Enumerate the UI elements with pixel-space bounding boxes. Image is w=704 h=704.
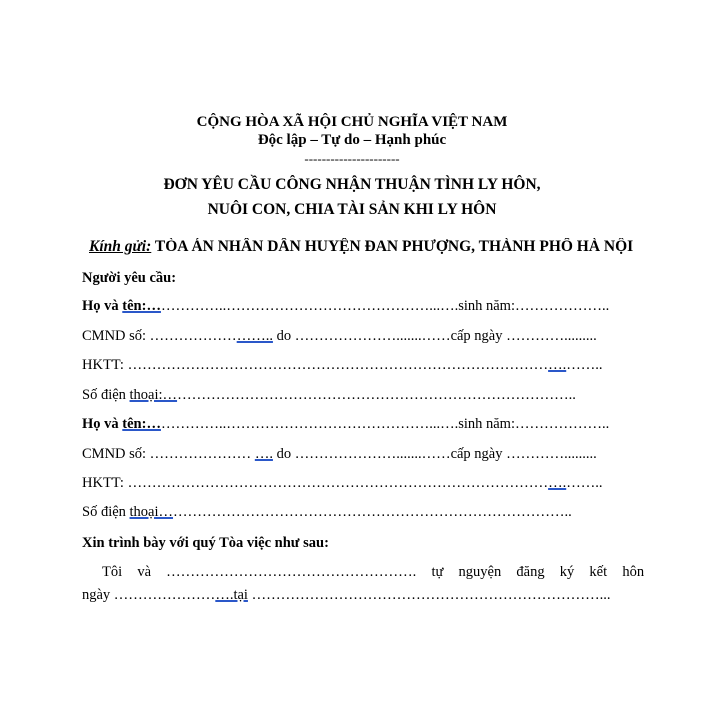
paragraph-line-2[interactable] xyxy=(82,587,644,604)
name-label: Họ và xyxy=(82,416,123,432)
motto: Độc lập – Tự do – Hạnh phúc xyxy=(257,132,447,148)
address-underlined: …. xyxy=(548,475,567,491)
document-title-line-1: ĐƠN YÊU CẦU CÔNG NHẬN THUẬN TÌNH LY HÔN, xyxy=(163,176,541,193)
phone-underlined: thoại:… xyxy=(129,387,178,403)
paragraph-word: kết xyxy=(589,564,608,580)
paragraph-dots: ……………………………………………. xyxy=(166,564,417,580)
paragraph-word: Tôi xyxy=(102,564,123,580)
phone-label: Số điện xyxy=(82,387,130,403)
address-underlined: …. xyxy=(548,357,567,373)
paragraph-word: và xyxy=(137,564,151,580)
recipient-value: TÒA ÁN NHÂN DÂN HUYỆN ĐAN PHƯỢNG, THÀNH PHỐ HÀ NỘI xyxy=(151,238,634,255)
address-label: HKTT: …………………………………………………………………………… xyxy=(82,475,549,491)
id-underlined: …….. xyxy=(236,328,273,344)
paragraph-word: nguyện xyxy=(458,564,502,580)
person1-id-field[interactable] xyxy=(82,328,644,345)
id-label: CMND số: ………………… xyxy=(82,446,255,462)
name-dots: …………..……………………………………...….sinh năm:……………….. xyxy=(160,298,610,314)
paragraph-line-1[interactable] xyxy=(82,564,644,581)
address-label: HKTT: …………………………………………………………………………… xyxy=(82,357,549,373)
marriage-place-dots: ………………………………………………………………... xyxy=(247,587,611,603)
country-heading: CỘNG HÒA XÃ HỘI CHỦ NGHĨA VIỆT NAM xyxy=(196,114,508,130)
requester-heading: Người yêu cầu: xyxy=(82,270,177,286)
id-underlined: …. xyxy=(254,446,273,462)
separator: ---------------------- xyxy=(304,151,400,166)
name-label-underlined: tên:… xyxy=(122,416,161,432)
paragraph-word: ký xyxy=(559,564,575,580)
address-rest: …….. xyxy=(566,357,603,373)
marriage-date: ngày ………………… xyxy=(82,587,216,603)
paragraph-word: tự xyxy=(431,564,444,580)
marriage-place-label: ….tại xyxy=(215,587,248,603)
person2-id-field[interactable] xyxy=(82,446,644,463)
name-label: Họ và xyxy=(82,298,123,314)
name-label-underlined: tên:… xyxy=(122,298,161,314)
phone-underlined: thoại… xyxy=(129,504,174,520)
document-title-line-2: NUÔI CON, CHIA TÀI SẢN KHI LY HÔN xyxy=(207,201,497,218)
id-rest: do ………………….......……cấp ngày …………......... xyxy=(272,446,597,462)
person1-name-field[interactable] xyxy=(82,298,644,315)
paragraph-word: đăng xyxy=(516,564,545,580)
phone-label: Số điện xyxy=(82,504,130,520)
statement-heading: Xin trình bày với quý Tòa việc như sau: xyxy=(82,535,329,551)
phone-rest: ……………………………………………………………………….. xyxy=(177,387,576,403)
person2-phone-field[interactable] xyxy=(82,504,644,521)
person2-address-field[interactable] xyxy=(82,475,644,492)
id-rest: do ………………….......……cấp ngày …………......... xyxy=(272,328,597,344)
person2-name-field[interactable] xyxy=(82,416,644,433)
address-rest: …….. xyxy=(566,475,603,491)
phone-rest: ……………………………………………………………………….. xyxy=(173,504,572,520)
recipient-line xyxy=(89,238,649,256)
person1-phone-field[interactable] xyxy=(82,387,644,404)
person1-address-field[interactable] xyxy=(82,357,644,374)
recipient-label: Kính gửi: xyxy=(89,238,152,255)
id-label: CMND số: ……………… xyxy=(82,328,237,344)
paragraph-word: hôn xyxy=(622,564,644,580)
name-dots: …………..……………………………………...….sinh năm:……………….. xyxy=(160,416,610,432)
